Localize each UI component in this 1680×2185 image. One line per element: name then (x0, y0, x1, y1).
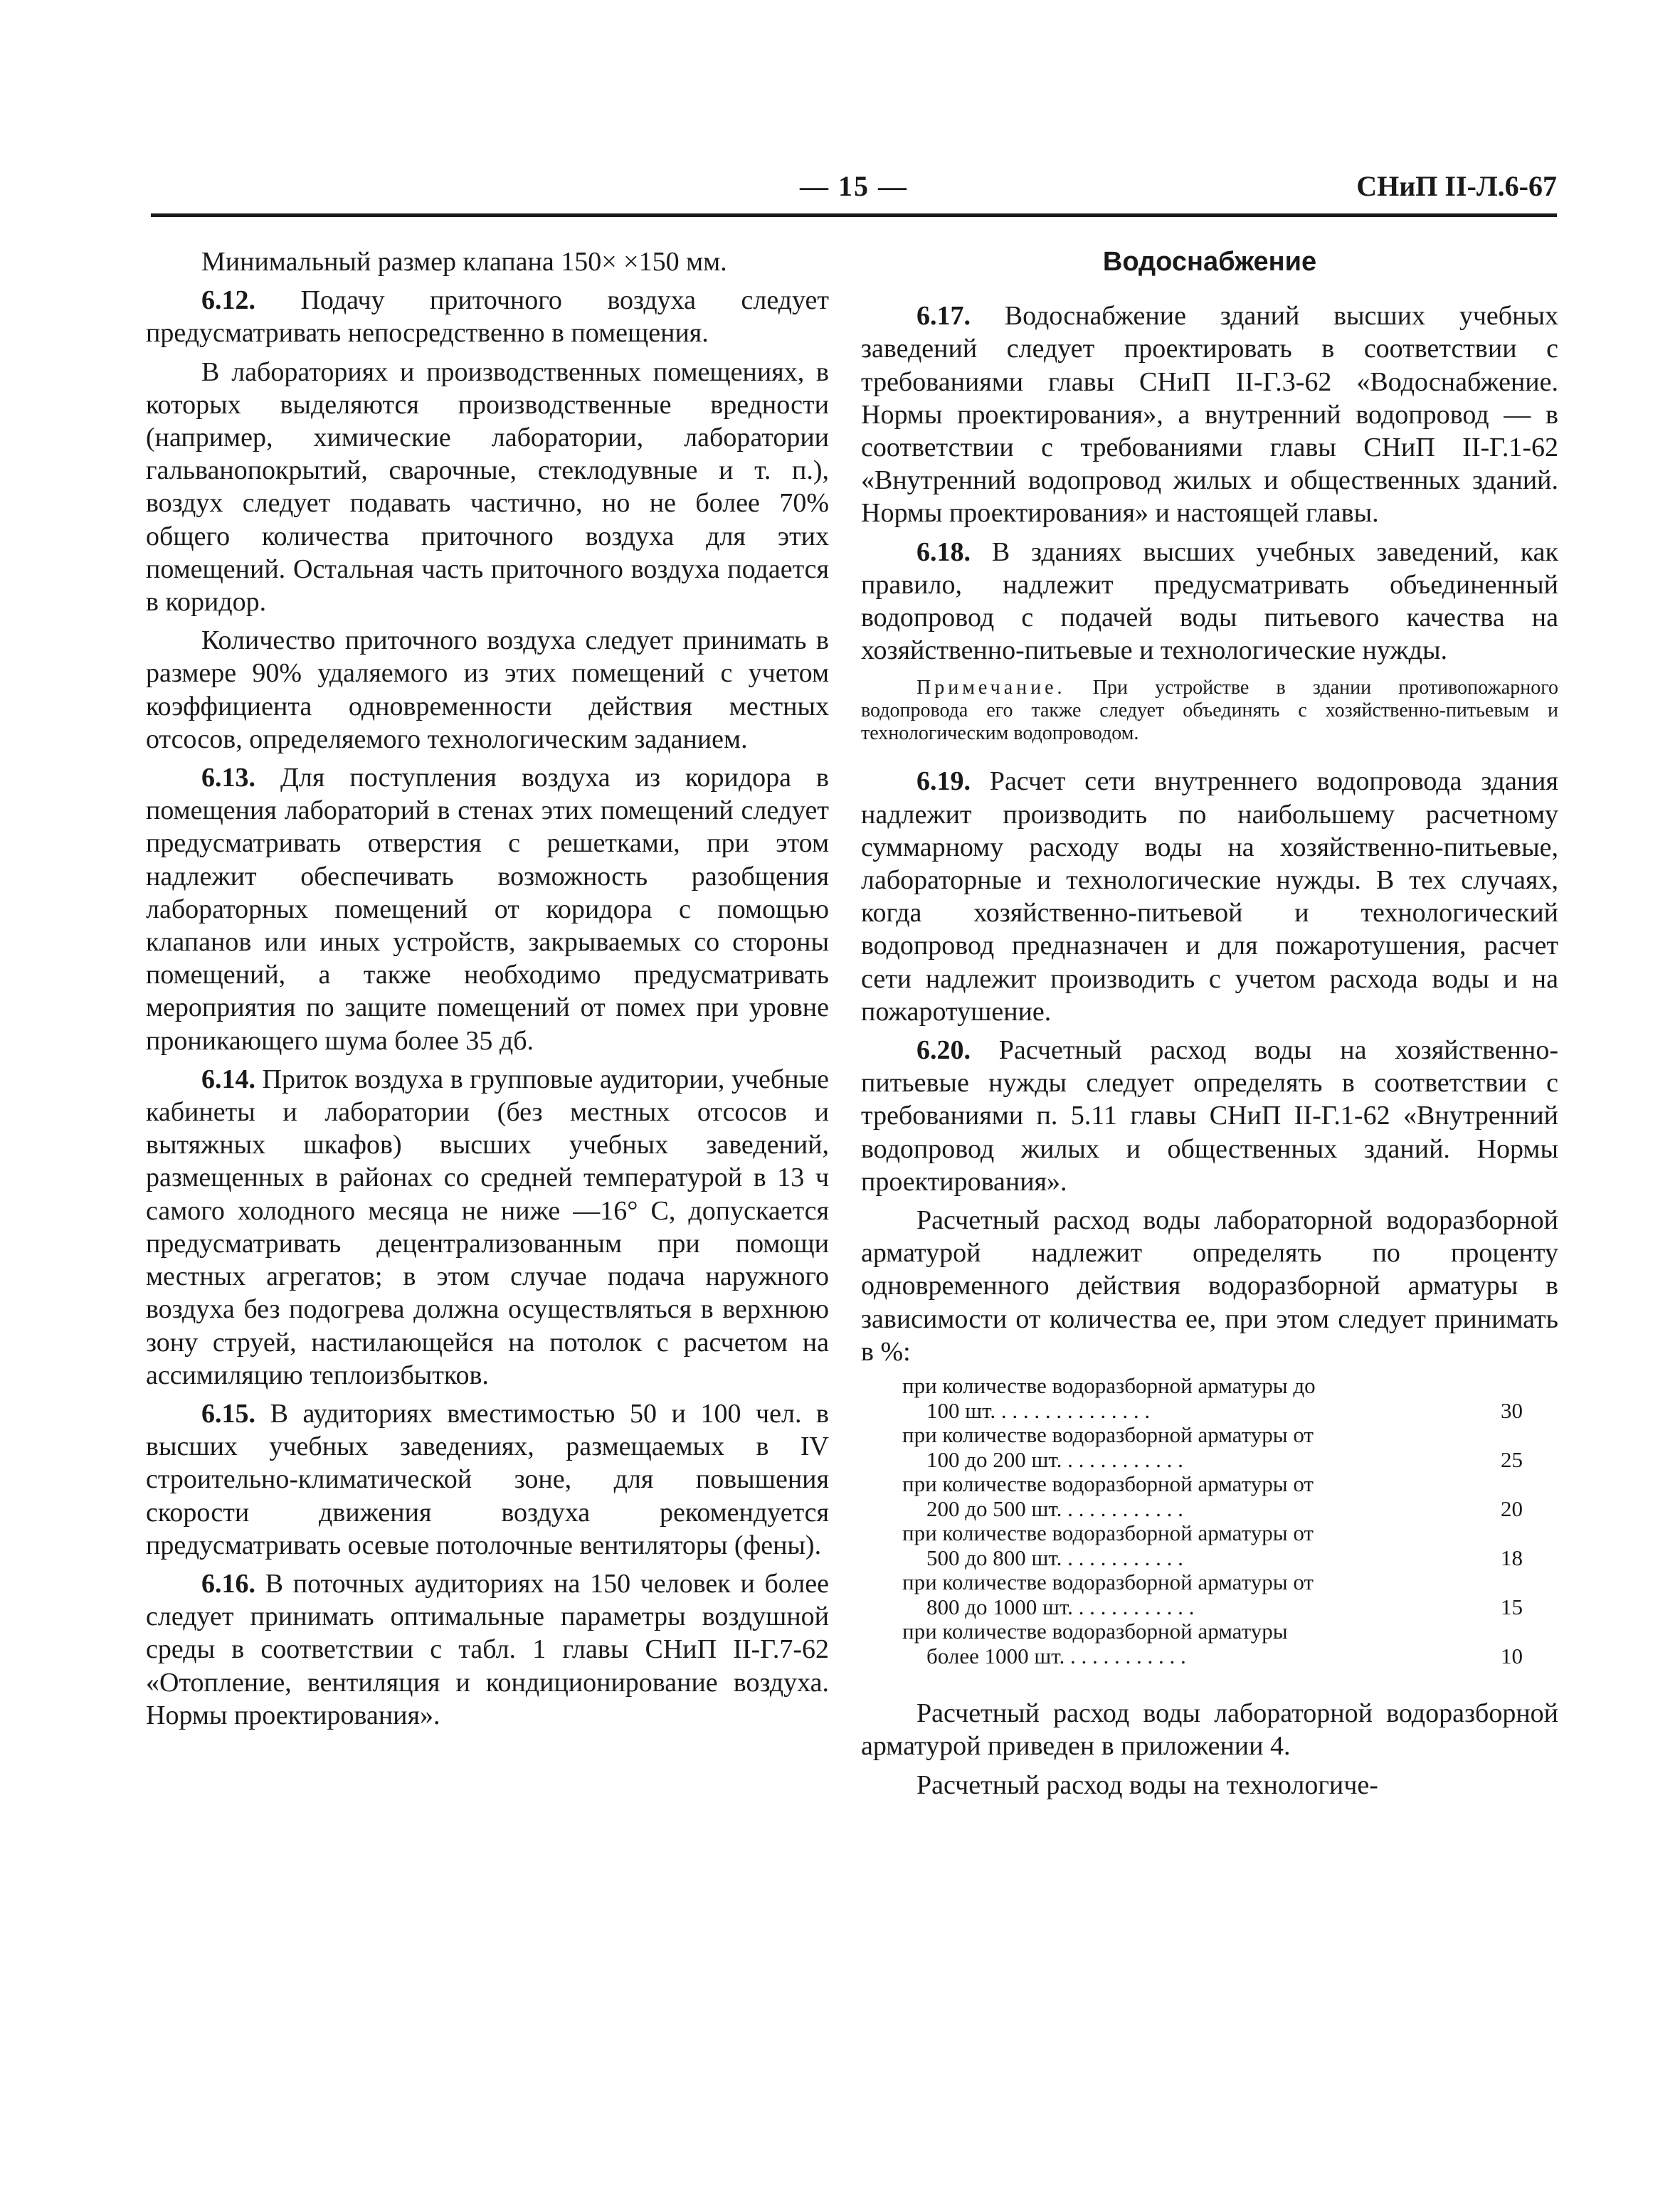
row-value: 20 (1501, 1496, 1523, 1521)
row-range: 800 до 1000 шт. . . . . . . . . . . . (926, 1594, 1195, 1619)
note-label: Примечание. (916, 677, 1066, 699)
paragraph-6-20 (861, 1034, 1558, 1198)
paragraph-6-14 (146, 1063, 829, 1392)
row-range: 500 до 800 шт. . . . . . . . . . . . (926, 1545, 1183, 1570)
clause-number: 6.12. (201, 285, 255, 316)
paragraph-6-12 (146, 284, 829, 349)
row-value: 15 (1501, 1594, 1523, 1619)
paragraph-valve-size: Минимальный размер клапана 150× ×150 мм. (201, 247, 727, 277)
row-range: 100 до 200 шт. . . . . . . . . . . . (926, 1446, 1183, 1472)
clause-text: В аудиториях вместимостью 50 и 100 чел. в высших учебных заведениях, размещаемых в IV строительно-климатической зоне, для повышения скорости движения воздуха рекомендуется предусматривать осевые потолочные вентиляторы (фены). (146, 1398, 829, 1560)
row-value: 30 (1501, 1397, 1523, 1423)
row-value: 18 (1501, 1545, 1523, 1570)
clause-number: 6.13. (201, 763, 255, 793)
page-number: — 15 — (800, 170, 908, 202)
table-row (861, 1423, 1558, 1472)
clause-number: 6.17. (916, 301, 971, 332)
row-label: при количестве водоразборной арматуры (902, 1619, 1288, 1644)
page-header (151, 169, 1557, 212)
clause-number: 6.19. (916, 766, 971, 797)
clause-number: 6.16. (201, 1568, 255, 1599)
paragraph-labs-supply: В лабораториях и производственных помещениях, в которых выделяются производственные вредности (например, химические лаборатории, лаборатории гальванопокрытий, сварочные, стеклодувные и т. п.), воздух следует подавать частично, но не более 70% общего количества приточного воздуха для этих помещений. Остальная часть приточного воздуха подается в коридор. (146, 356, 829, 618)
note-text: При устройстве в здании противопожарного водопровода его также следует объединять с хозяйственно-питьевым и технологическим водопроводом. (861, 677, 1558, 745)
row-range: более 1000 шт. . . . . . . . . . . . (926, 1643, 1186, 1668)
clause-text: Водоснабжение зданий высших учебных заведений следует проектировать в соответствии с требованиями главы СНиП II-Г.3-62 «Водоснабжение. Нормы проектирования», а внутренний водопровод — в соответствии с требованиями главы СНиП II-Г.1-62 «Внутренний водопровод жилых и общественных зданий. Нормы проектирования» и настоящей главы. (861, 301, 1558, 529)
table-row (861, 1619, 1558, 1668)
note (861, 677, 1558, 745)
document-code: СНиП II-Л.6-67 (1356, 170, 1557, 202)
row-label: при количестве водоразборной арматуры от (902, 1471, 1314, 1497)
paragraph-6-19 (861, 765, 1558, 1028)
paragraph-technological: Расчетный расход воды на технологиче- (916, 1769, 1378, 1800)
table-row (861, 1521, 1558, 1570)
paragraph-lab-fittings: Расчетный расход воды лабораторной водоразборной арматурой надлежит определять по проценту одновременного действия водоразборной арматуры в зависимости от количества ее, при этом следует принимать в %: (861, 1205, 1558, 1367)
right-column (861, 245, 1558, 1807)
section-title: Водоснабжение (1102, 247, 1317, 277)
row-label: при количестве водоразборной арматуры от (902, 1570, 1314, 1595)
clause-text: В зданиях высших учебных заведений, как правило, надлежит предусматривать объединенный водопровод с подачей воды питьевого качества на хозяйственно-питьевые и технологические нужды. (861, 536, 1558, 666)
left-column (146, 245, 829, 1737)
row-range: 100 шт. . . . . . . . . . . . . . . (926, 1397, 1151, 1423)
row-value: 10 (1501, 1643, 1523, 1668)
paragraph-6-17 (861, 300, 1558, 529)
paragraph-supply-amount: Количество приточного воздуха следует принимать в размере 90% удаляемого из этих помещений с учетом коэффициента одновременности действия местных отсосов, определяемого технологическим заданием. (146, 625, 829, 754)
clause-text: Подачу приточного воздуха следует предусматривать непосредственно в помещения. (146, 285, 829, 349)
table-row (861, 1472, 1558, 1521)
row-label: при количестве водоразборной арматуры от (902, 1422, 1314, 1448)
clause-text: Расчет сети внутреннего водопровода здания надлежит производить по наибольшему расчетному суммарному расходу воды на хозяйственно-питьевые, лабораторные и технологические нужды. В тех случаях, когда хозяйственно-питьевой и технологический водопровод предназначен и для пожаротушения, расчет сети надлежит производить с учетом расхода воды и на пожаротушение. (861, 766, 1558, 1027)
paragraph-6-16 (146, 1567, 829, 1732)
clause-text: Расчетный расход воды на хозяйственно-питьевые нужды следует определять в соответствии с требованиями п. 5.11 главы СНиП II-Г.1-62 «Внутренний водопровод жилых и общественных зданий. Нормы проектирования». (861, 1035, 1558, 1197)
clause-text: Для поступления воздуха из коридора в помещения лабораторий в стенах этих помещений следует предусматривать отверстия с решетками, при этом надлежит обеспечивать возможность разобщения лабораторных помещений от коридора с помощью клапанов или иных устройств, закрываемых со стороны помещений, а также необходимо предусматривать мероприятия по защите помещений от помех при уровне проникающего шума более 35 дб. (146, 763, 829, 1056)
paragraph-appendix-ref: Расчетный расход воды лабораторной водоразборной арматурой приведен в приложении 4. (861, 1698, 1558, 1762)
clause-text: Приток воздуха в групповые аудитории, учебные кабинеты и лаборатории (без местных отсосов и вытяжных шкафов) высших учебных заведений, размещенных в районах со средней температурой в 13 ч самого холодного месяца не ниже —16° С, допускается предусматривать децентрализованным при помощи местных агрегатов; в этом случае подача наружного воздуха без подогрева должна осуществляться в верхнюю зону струей, настилающейся на потолок с расчетом на ассимиляцию теплоизбытков. (146, 1064, 829, 1390)
row-label: при количестве водоразборной арматуры от (902, 1520, 1314, 1546)
table-row (861, 1374, 1558, 1423)
header-rule (151, 213, 1557, 217)
clause-number: 6.15. (201, 1398, 255, 1429)
paragraph-6-18 (861, 536, 1558, 667)
clause-number: 6.14. (201, 1064, 255, 1094)
row-range: 200 до 500 шт. . . . . . . . . . . . (926, 1496, 1183, 1521)
clause-text: В поточных аудиториях на 150 человек и более следует принимать оптимальные параметры воздушной среды в соответствии с табл. 1 главы СНиП II-Г.7-62 «Отопление, вентиляция и кондиционирование воздуха. Нормы проектирования». (146, 1568, 829, 1730)
fittings-percentage-table (861, 1374, 1558, 1668)
row-value: 25 (1501, 1446, 1523, 1472)
row-label: при количестве водоразборной арматуры до (902, 1373, 1316, 1399)
table-row (861, 1570, 1558, 1619)
clause-number: 6.20. (916, 1035, 971, 1066)
paragraph-6-15 (146, 1397, 829, 1562)
clause-number: 6.18. (916, 536, 971, 567)
paragraph-6-13 (146, 761, 829, 1057)
